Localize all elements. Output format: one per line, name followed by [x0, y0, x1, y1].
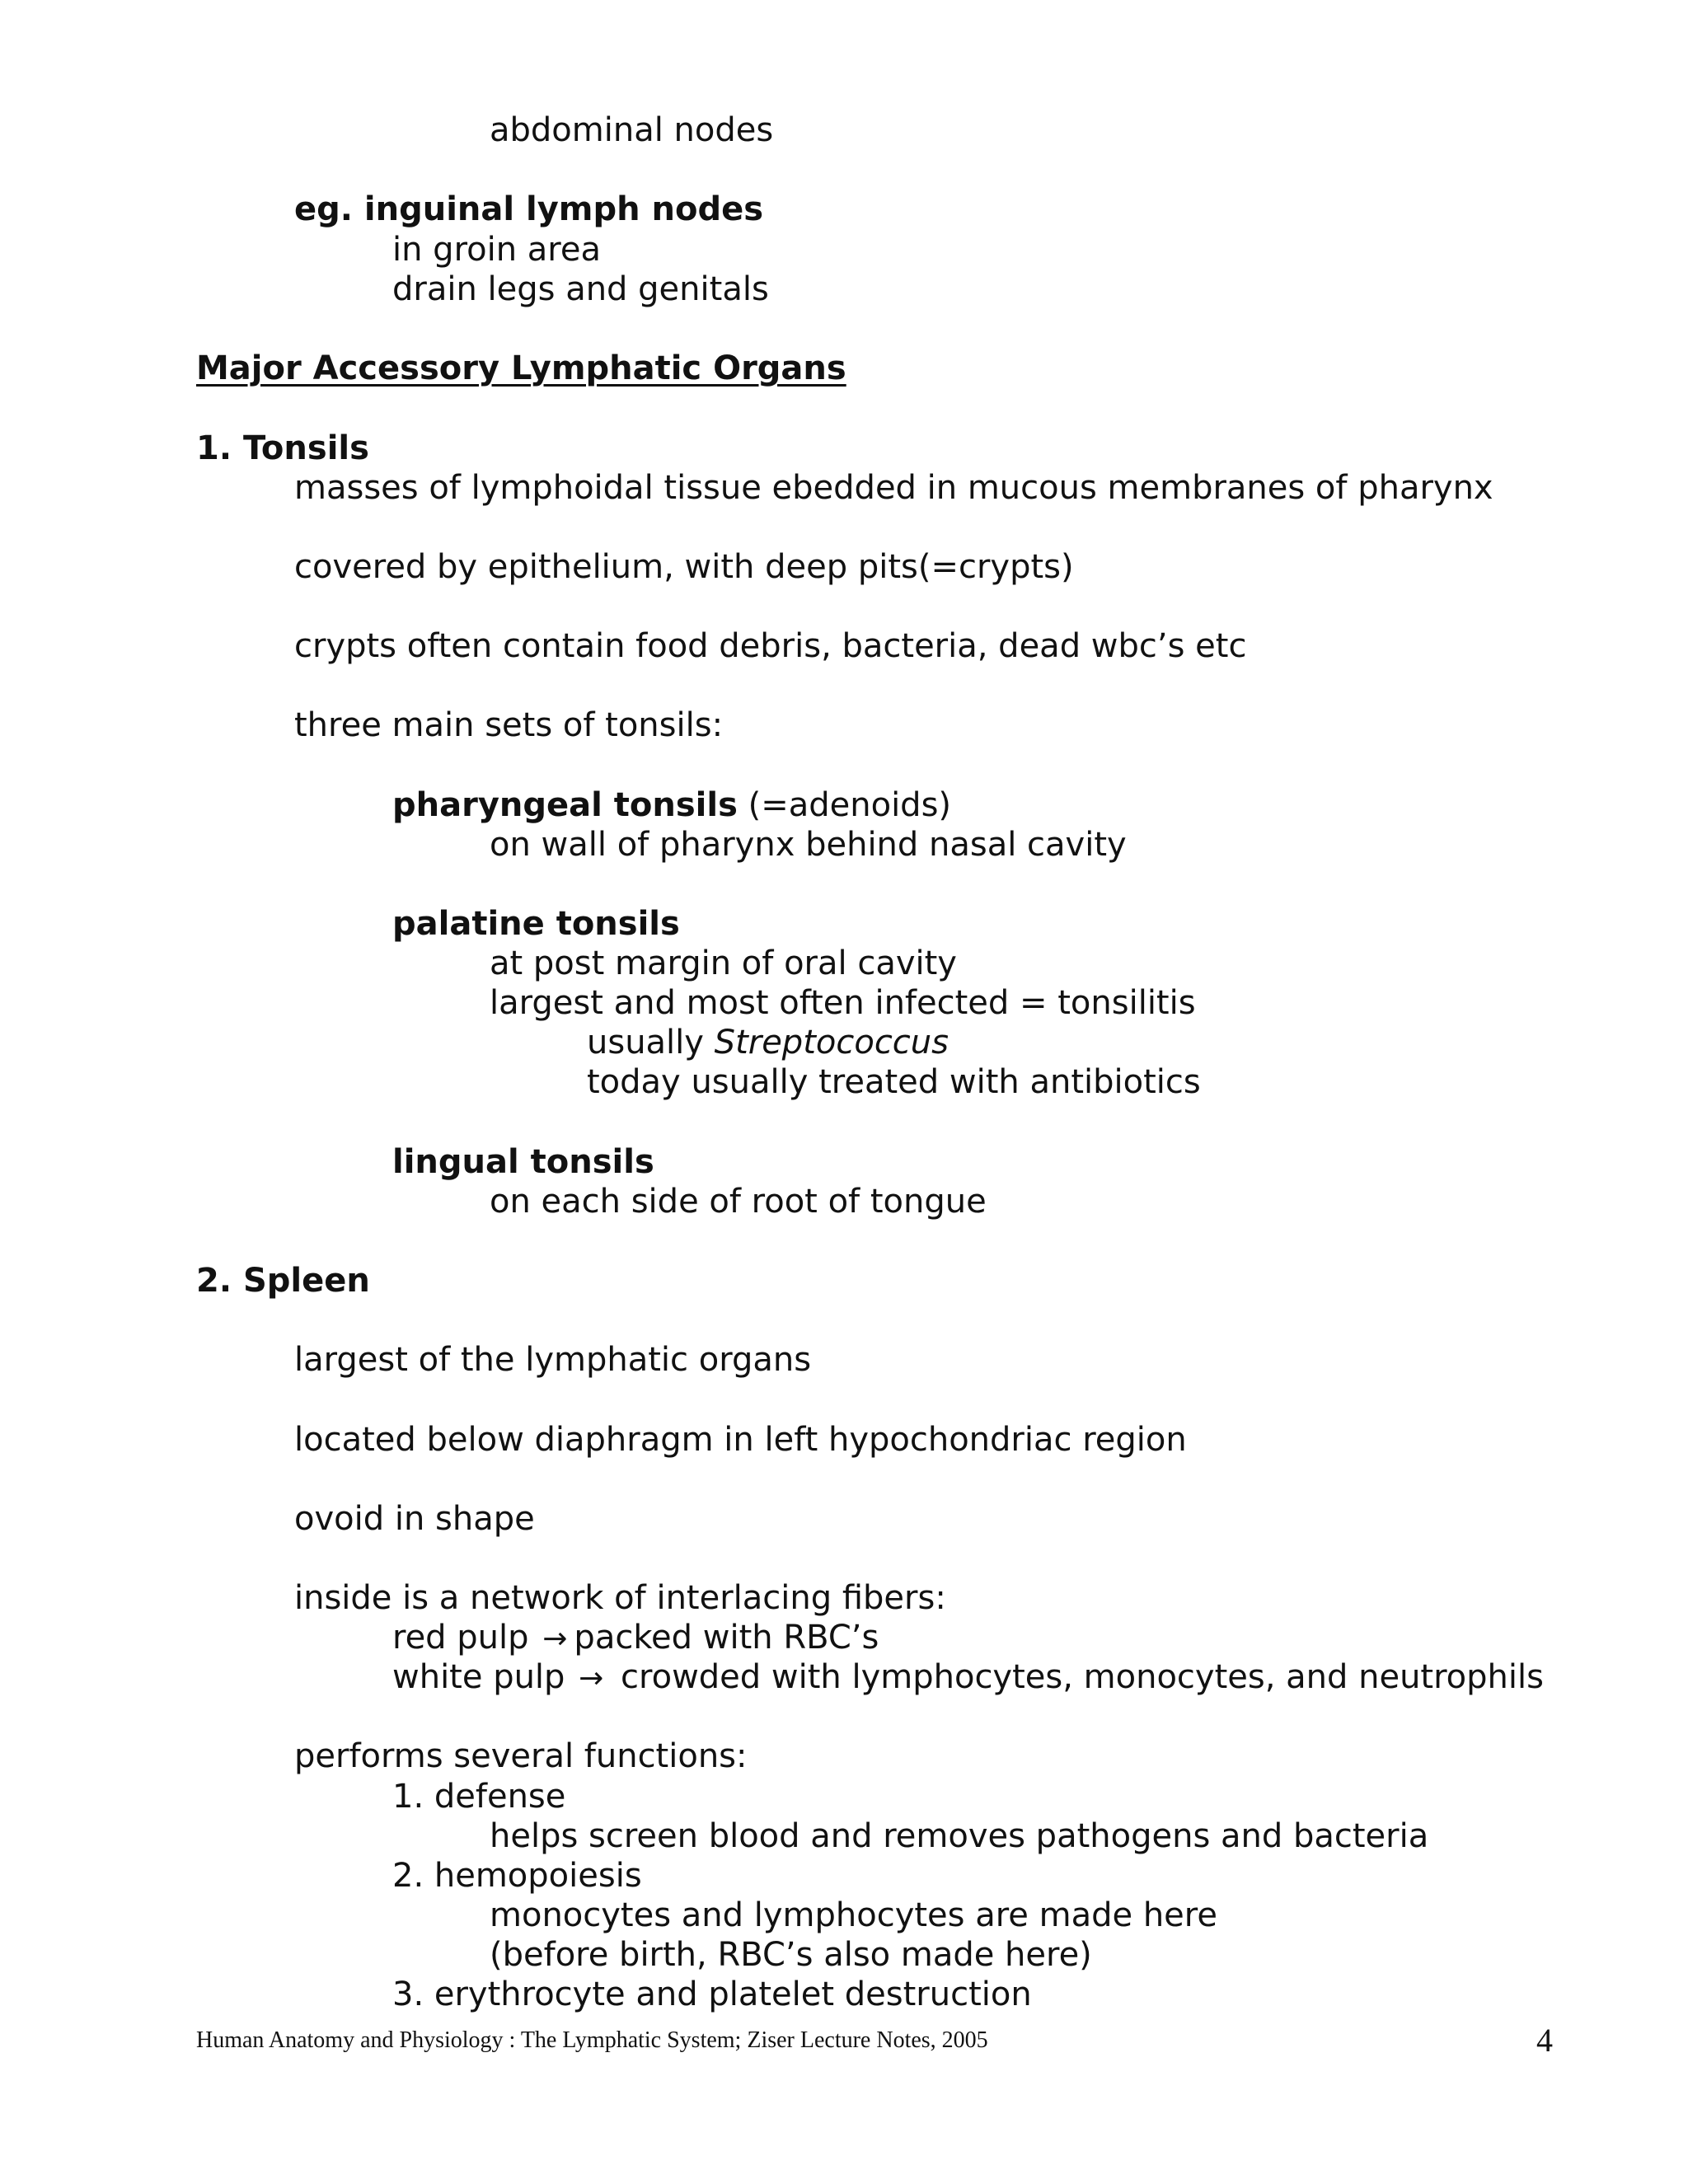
usually-label: usually: [587, 1024, 715, 1062]
pharyngeal-tonsils-note: (=adenoids): [737, 786, 952, 824]
white-pulp-line: [392, 1657, 1544, 1699]
tonsils-heading: 1. Tonsils: [196, 429, 369, 467]
function-item-label: 2. hemopoiesis: [392, 1857, 642, 1895]
inguinal-heading: [294, 190, 763, 229]
organism-name: Streptococcus: [714, 1024, 949, 1062]
spleen-heading: 2. Spleen: [196, 1262, 370, 1300]
white-pulp-desc: crowded with lymphocytes, monocytes, and neutrophils: [610, 1658, 1544, 1696]
inguinal-line: in groin area: [392, 231, 601, 269]
pharyngeal-tonsils-title: [392, 785, 951, 825]
footer-text: Human Anatomy and Physiology : The Lymphatic System; Ziser Lecture Notes, 2005: [196, 2027, 988, 2053]
functions-intro: performs several functions:: [294, 1737, 748, 1775]
white-pulp-label: white pulp: [392, 1658, 565, 1696]
arrow-right-icon: →: [579, 1661, 604, 1695]
pharyngeal-tonsils-desc: on wall of pharynx behind nasal cavity: [490, 826, 1127, 864]
tonsils-paragraph: three main sets of tonsils:: [294, 706, 724, 744]
lingual-tonsils-desc: on each side of root of tongue: [490, 1183, 987, 1221]
spleen-paragraph: largest of the lymphatic organs: [294, 1341, 812, 1379]
pharyngeal-tonsils-name: pharyngeal tonsils: [392, 786, 738, 824]
palatine-tonsils-title: palatine tonsils: [392, 905, 680, 943]
page-number: 4: [1536, 2022, 1553, 2059]
tonsils-paragraph: crypts often contain food debris, bacteria, dead wbc’s etc: [294, 627, 1247, 665]
spleen-paragraph: ovoid in shape: [294, 1500, 535, 1538]
function-item-detail: monocytes and lymphocytes are made here: [490, 1896, 1217, 1934]
spleen-paragraph: inside is a network of interlacing fibers:: [294, 1579, 946, 1617]
lingual-tonsils-title: lingual tonsils: [392, 1143, 654, 1181]
tonsils-paragraph: covered by epithelium, with deep pits(=crypts): [294, 548, 1074, 586]
red-pulp-label: red pulp: [392, 1619, 529, 1657]
section-title: Major Accessory Lymphatic Organs: [196, 349, 846, 387]
inguinal-title: inguinal lymph nodes: [363, 190, 764, 228]
palatine-tonsils-desc: at post margin of oral cavity: [490, 944, 957, 982]
palatine-tonsils-desc: largest and most often infected = tonsilitis: [490, 984, 1196, 1022]
red-pulp-desc: packed with RBC’s: [574, 1619, 879, 1657]
red-pulp-line: [392, 1618, 879, 1659]
function-item-detail: helps screen blood and removes pathogens and bacteria: [490, 1817, 1429, 1855]
palatine-organism-line: [587, 1023, 949, 1062]
function-item-label: 3. erythrocyte and platelet destruction: [392, 1975, 1032, 2013]
function-item-label: 1. defense: [392, 1778, 566, 1816]
inguinal-prefix: eg.: [294, 190, 364, 228]
abdominal-nodes-line: abdominal nodes: [490, 111, 774, 149]
spleen-paragraph: located below diaphragm in left hypochondriac region: [294, 1421, 1187, 1459]
function-item-detail: (before birth, RBC’s also made here): [490, 1936, 1092, 1974]
inguinal-line: drain legs and genitals: [392, 270, 769, 308]
arrow-right-icon: →: [542, 1622, 568, 1656]
tonsils-paragraph: masses of lymphoidal tissue ebedded in mucous membranes of pharynx: [294, 469, 1493, 507]
palatine-treatment-line: today usually treated with antibiotics: [587, 1063, 1201, 1101]
